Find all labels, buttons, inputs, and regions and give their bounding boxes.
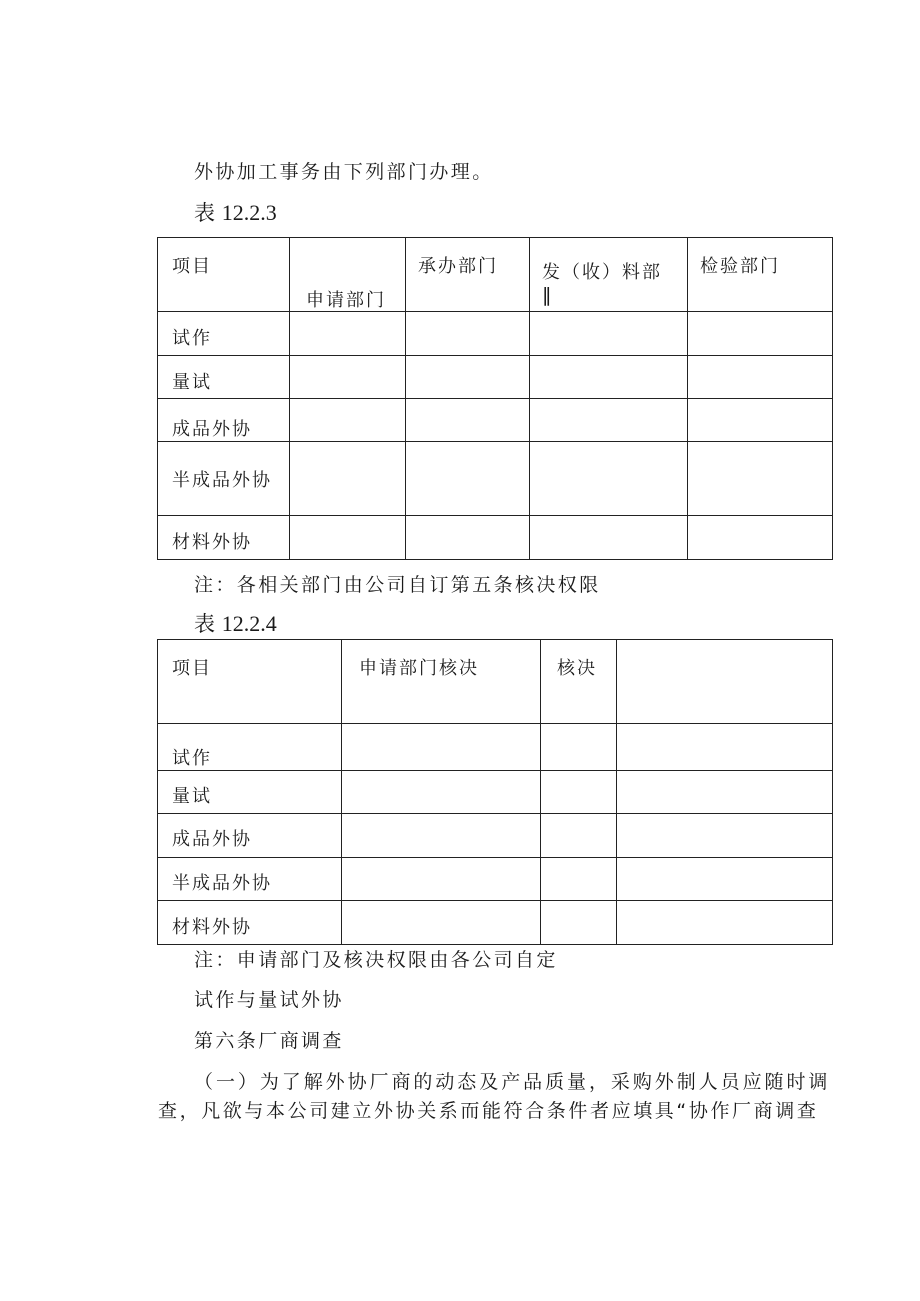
table2-caption-prefix: 表 [194,612,215,636]
table-cell [688,516,833,560]
table-cell [617,858,833,901]
table-row [158,442,833,516]
table-cell [617,901,833,945]
table-cell [617,771,833,814]
table1-caption [194,200,277,226]
table-12-2-3 [157,237,833,560]
table1-row-label-cell [158,516,290,560]
table1-row-label: 成品外协 [172,419,252,440]
table-cell [406,516,530,560]
table1-header-cell [290,238,406,312]
table1-row-label-cell [158,356,290,399]
table1-note: 注：各相关部门由公司自订第五条核决权限 [194,574,601,596]
table-cell [342,858,541,901]
table1-header-material-dept: 发（收）料部 [542,262,662,283]
table-cell [541,724,617,771]
table2-row-label-cell [158,901,342,945]
table2-header-cell [541,640,617,724]
table1-caption-number: 12.2.3 [221,200,277,225]
table-row [158,312,833,356]
table1-header-apply-dept: 申请部门 [306,290,386,311]
table-cell [290,399,406,442]
table-cell [541,771,617,814]
article-heading: 第六条厂商调查 [194,1030,344,1052]
table2-row-label: 材料外协 [172,917,252,938]
table-cell [541,901,617,945]
table2-header-item: 项目 [172,658,212,679]
table-cell [530,312,688,356]
table-row [158,399,833,442]
table1-caption-prefix: 表 [194,201,215,225]
table-cell [406,356,530,399]
table-cell [530,399,688,442]
table2-row-label-cell [158,724,342,771]
table1-header-handling-dept: 承办部门 [418,256,498,277]
table-row [158,814,833,858]
table2-caption [194,611,277,637]
table2-row-label: 试作 [172,748,212,769]
table1-header-row [158,238,833,312]
table1-row-label: 材料外协 [172,532,252,553]
table-cell [530,442,688,516]
intro-text: 外协加工事务由下列部门办理。 [194,161,494,183]
table1-header-cell [158,238,290,312]
table-cell [406,312,530,356]
table2-header-cell [342,640,541,724]
table2-note: 注：申请部门及核决权限由各公司自定 [194,949,558,971]
table1-row-label: 半成品外协 [172,470,272,491]
table2-header-apply-decision: 申请部门核决 [359,658,479,679]
table2-header-decision: 核决 [557,658,597,679]
table-cell [290,442,406,516]
table1-row-label-cell [158,442,290,516]
table-cell [617,814,833,858]
table1-row-label: 量试 [172,372,212,393]
table1-header-mark: ‖ [542,284,552,306]
table2-header-cell [617,640,833,724]
section-subtitle: 试作与量试外协 [194,989,344,1011]
table1-header-cell [688,238,833,312]
table1-header-cell [530,238,688,312]
table-cell [406,442,530,516]
table2-caption-number: 12.2.4 [221,611,277,636]
table-cell [342,771,541,814]
table-row [158,356,833,399]
table-cell [617,724,833,771]
table-cell [530,356,688,399]
table-cell [541,814,617,858]
table-cell [530,516,688,560]
table1-header-inspect-dept: 检验部门 [700,256,780,277]
table1-row-label-cell [158,399,290,442]
table-cell [688,442,833,516]
body-paragraph: （一）为了解外协厂商的动态及产品质量，采购外制人员应随时调查，凡欲与本公司建立外协关系而能符合条件者应填具“协作厂商调查 [158,1071,830,1122]
table-cell [342,901,541,945]
table-cell [406,399,530,442]
table-row [158,771,833,814]
table-cell [290,312,406,356]
table2-row-label: 成品外协 [172,829,252,850]
table-cell [290,516,406,560]
table1-row-label-cell [158,312,290,356]
table-row [158,901,833,945]
table1-row-label: 试作 [172,328,212,349]
table-row [158,724,833,771]
table-12-2-4 [157,639,833,945]
table-cell [688,356,833,399]
table-cell [290,356,406,399]
table2-row-label: 量试 [172,786,212,807]
table-row [158,858,833,901]
table-cell [541,858,617,901]
table1-header-cell [406,238,530,312]
table2-header-row [158,640,833,724]
table-cell [688,312,833,356]
table2-row-label-cell [158,858,342,901]
table2-header-cell [158,640,342,724]
table-row [158,516,833,560]
table1-header-item: 项目 [172,256,212,277]
table2-row-label-cell [158,771,342,814]
table-cell [342,814,541,858]
table2-row-label: 半成品外协 [172,873,272,894]
table2-row-label-cell [158,814,342,858]
table-cell [342,724,541,771]
table-cell [688,399,833,442]
